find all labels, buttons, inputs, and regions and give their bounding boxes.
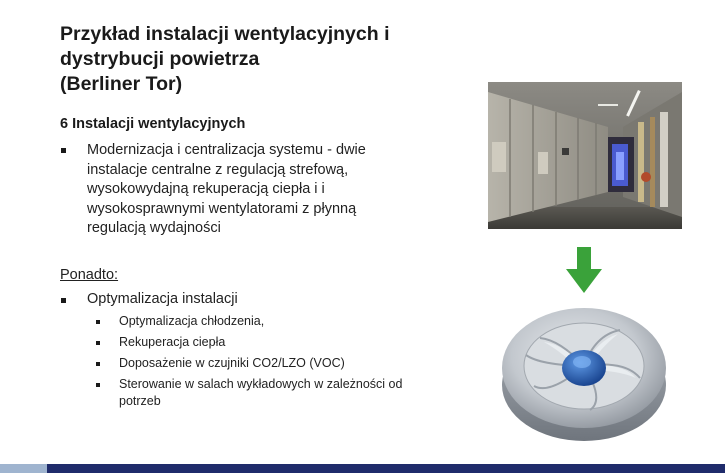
optimization-label: Optymalizacja instalacji xyxy=(87,291,238,307)
title-line-3: (Berliner Tor) xyxy=(60,73,183,95)
main-bullet-line: wysokosprawnymi wentylatorami z płynną xyxy=(87,200,357,217)
sub-item-control: Sterowanie w salach wykładowych w zależności od xyxy=(119,377,403,391)
sub-item-control-cont: potrzeb xyxy=(119,394,161,408)
ponadto-label: Ponadto: xyxy=(60,267,119,283)
centrifugal-fan-image xyxy=(500,300,670,445)
title-line-2: dystrybucji powietrza xyxy=(60,48,260,70)
main-bullet-line: regulacją wydajności xyxy=(87,220,221,236)
arrow-head xyxy=(566,269,602,293)
footer-bar xyxy=(47,464,725,473)
bullet-marker xyxy=(61,148,66,153)
main-bullet-line: wysokowydajną rekuperacją ciepła i i xyxy=(87,181,325,197)
sub-bullet-marker xyxy=(96,383,100,387)
slide-title xyxy=(60,22,460,97)
main-bullet-text xyxy=(87,141,427,239)
sub-bullet-marker xyxy=(96,320,100,324)
footer-bar-accent xyxy=(0,464,47,473)
ventilation-room-image xyxy=(488,82,682,229)
sub-bullet-marker xyxy=(96,362,100,366)
sub-item-sensors: Doposażenie w czujniki CO2/LZO (VOC) xyxy=(119,356,345,370)
arrow-shaft xyxy=(577,247,591,271)
title-line-1: Przykład instalacji wentylacyjnych i xyxy=(60,23,390,45)
section-heading: 6 Instalacji wentylacyjnych xyxy=(60,116,246,132)
main-bullet-line: instalacje centralne z regulacją strefową, xyxy=(87,161,349,178)
main-bullet-line: Modernizacja i centralizacja systemu - dwie xyxy=(87,142,366,158)
sub-bullet-marker xyxy=(96,341,100,345)
bullet-marker xyxy=(61,298,66,303)
arrow-down-icon xyxy=(566,247,602,293)
sub-item-cooling: Optymalizacja chłodzenia, xyxy=(119,314,265,328)
sub-item-heat-recovery: Rekuperacja ciepła xyxy=(119,335,226,349)
ventilation-room-photo xyxy=(488,82,682,229)
